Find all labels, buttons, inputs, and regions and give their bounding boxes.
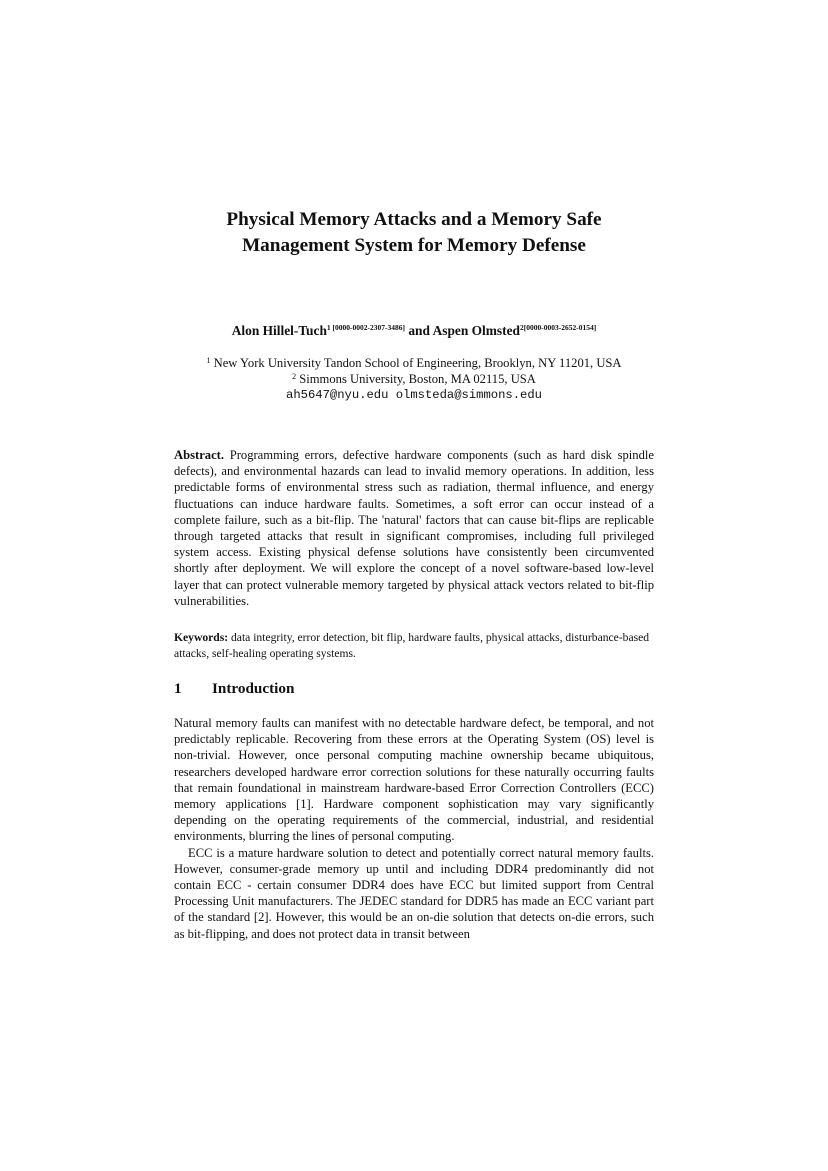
affiliations: [174, 355, 654, 403]
abstract-label: Abstract.: [174, 448, 225, 462]
affiliation-1-text: New York University Tandon School of Engineering, Brooklyn, NY 11201, USA: [210, 356, 622, 370]
affiliation-2: [174, 371, 654, 387]
paper-title: [174, 207, 654, 259]
author-line: [174, 322, 654, 340]
paragraph-1: Natural memory faults can manifest with no detectable hardware defect, be temporal, and not predictably replicable. Recovering from these errors at the Operating System (OS) level is non-trivial. However, once personal computing machine ownership became ubiquitous, researchers developed hardware error correction solutions for these naturally occurring faults that remain foundational in mainstream hardware-based Error Correction Controllers (ECC) memory applications [1]. Hardware component sophistication may vary significantly depending on the operating requirements of the commercial, industrial, and residential environments, blurring the lines of personal computing.: [174, 716, 654, 844]
keywords: [174, 630, 654, 661]
author-2-orcid: 2[0000-0003-2652-0154]: [519, 323, 597, 332]
section-number: 1: [174, 680, 182, 697]
section-title: Introduction: [212, 680, 295, 697]
author-2-name: Aspen Olmsted: [432, 323, 520, 338]
author-conjunction: and: [405, 323, 433, 338]
affiliation-2-mark: 2: [292, 372, 297, 381]
author-emails: ah5647@nyu.edu olmsteda@simmons.edu: [286, 388, 542, 402]
affiliation-1-mark: 1: [206, 356, 211, 365]
abstract-text: Programming errors, defective hardware components (such as hard disk spindle defects), and environmental hazards can lead to invalid memory operations. In addition, less predictable forms of environmental stress such as radiation, thermal influence, and energy fluctuations can induce hardware faults. Sometimes, a soft error can occur instead of a complete failure, such as a bit-flip. The 'natural' factors that can cause bit-flips are replicable through targeted attacks that result in significant compromises, including full privileged system access. Existing physical defense solutions have consistently been circumvented shortly after deployment. We will explore the concept of a novel software-based low-level layer that can protect vulnerable memory targeted by physical attack vectors related to bit-flip vulnerabilities.: [174, 448, 654, 608]
abstract: [174, 447, 654, 609]
affiliation-2-text: Simmons University, Boston, MA 02115, USA: [296, 372, 536, 386]
title-line-2: Management System for Memory Defense: [242, 235, 586, 256]
title-line-1: Physical Memory Attacks and a Memory Safe: [226, 209, 602, 230]
affiliation-1: [174, 355, 654, 371]
section-body: [174, 715, 654, 942]
section-heading: [174, 679, 654, 699]
paragraph-2: ECC is a mature hardware solution to detect and potentially correct natural memory faults. However, consumer-grade memory up until and including DDR4 predominantly did not contain ECC - certain consumer DDR4 does have ECC but limited support from Central Processing Unit manufacturers. The JEDEC standard for DDR5 has made an ECC variant part of the standard [2]. However, this would be an on-die solution that detects on-die errors, such as bit-flipping, and does not protect data in transit between: [174, 845, 654, 941]
author-1-name: Alon Hillel-Tuch: [231, 323, 327, 338]
keywords-text: data integrity, error detection, bit flip, hardware faults, physical attacks, disturbance-based attacks, self-healing operating systems.: [174, 631, 650, 660]
author-1-orcid: 1 [0000-0002-2307-3486]: [326, 323, 406, 332]
keywords-label: Keywords:: [174, 631, 229, 644]
